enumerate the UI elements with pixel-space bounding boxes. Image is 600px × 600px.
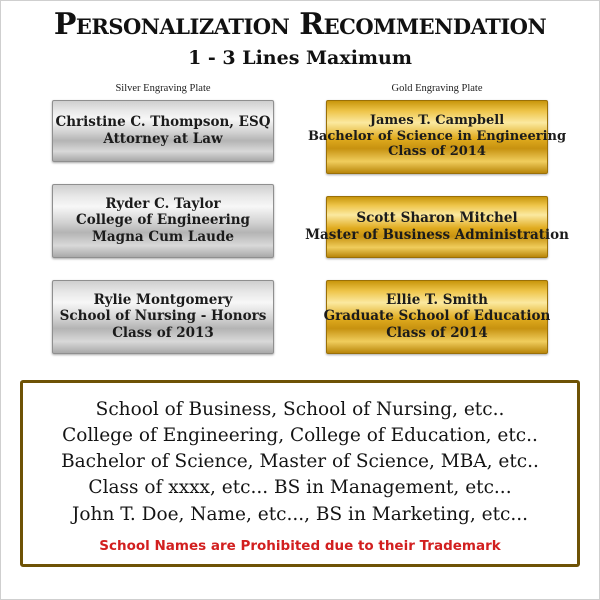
plate-line: Magna Cum Laude <box>91 228 235 245</box>
plate-line: College of Engineering <box>76 212 250 229</box>
example-line-1: School of Business, School of Nursing, etc.. <box>95 398 505 420</box>
plate-line: Graduate School of Education <box>323 308 551 325</box>
example-line-3: Bachelor of Science, Master of Science, MBA, etc.. <box>61 451 539 473</box>
trademark-warning: School Names are Prohibited due to their Trademark <box>99 537 501 554</box>
gold-column <box>305 82 569 376</box>
plate-line: Ryder C. Taylor <box>105 195 221 212</box>
plate-line: Attorney at Law <box>103 130 223 147</box>
plate-line: James T. Campbell <box>369 112 505 128</box>
silver-column <box>44 83 282 376</box>
gold-column-heading: Gold Engraving Plate <box>391 82 483 94</box>
silver-plate-1 <box>52 100 274 162</box>
plate-line: Ellie T. Smith <box>386 291 488 308</box>
plate-line: Rylie Montgomery <box>93 291 233 308</box>
plate-line: Scott Sharon Mitchel <box>356 210 518 227</box>
silver-plate-3 <box>52 280 274 354</box>
example-line-5: John T. Doe, Name, etc..., BS in Marketing, etc... <box>71 503 529 525</box>
silver-column-heading: Silver Engraving Plate <box>115 82 211 94</box>
plate-line: Christine C. Thompson, ESQ <box>55 114 271 131</box>
example-line-2: College of Engineering, College of Education, etc.. <box>62 424 538 446</box>
plate-line: Class of 2014 <box>386 324 488 341</box>
plate-columns <box>1 83 599 376</box>
example-line-4: Class of xxxx, etc... BS in Management, etc... <box>88 477 512 499</box>
plate-line: Master of Business Administration <box>305 226 569 243</box>
page-subtitle: 1 - 3 Lines Maximum <box>188 46 412 69</box>
page-title: Personalization Recommendation <box>53 7 547 42</box>
plate-line: School of Nursing - Honors <box>59 308 267 325</box>
plate-line: Bachelor of Science in Engineering <box>307 128 567 144</box>
silver-plate-2 <box>52 184 274 258</box>
gold-plate-2 <box>305 196 569 258</box>
gold-plate-1 <box>307 100 567 174</box>
plate-line: Class of 2014 <box>388 144 486 160</box>
gold-plate-3 <box>323 280 551 354</box>
examples-banner <box>20 380 580 567</box>
plate-line: Class of 2013 <box>112 324 214 341</box>
